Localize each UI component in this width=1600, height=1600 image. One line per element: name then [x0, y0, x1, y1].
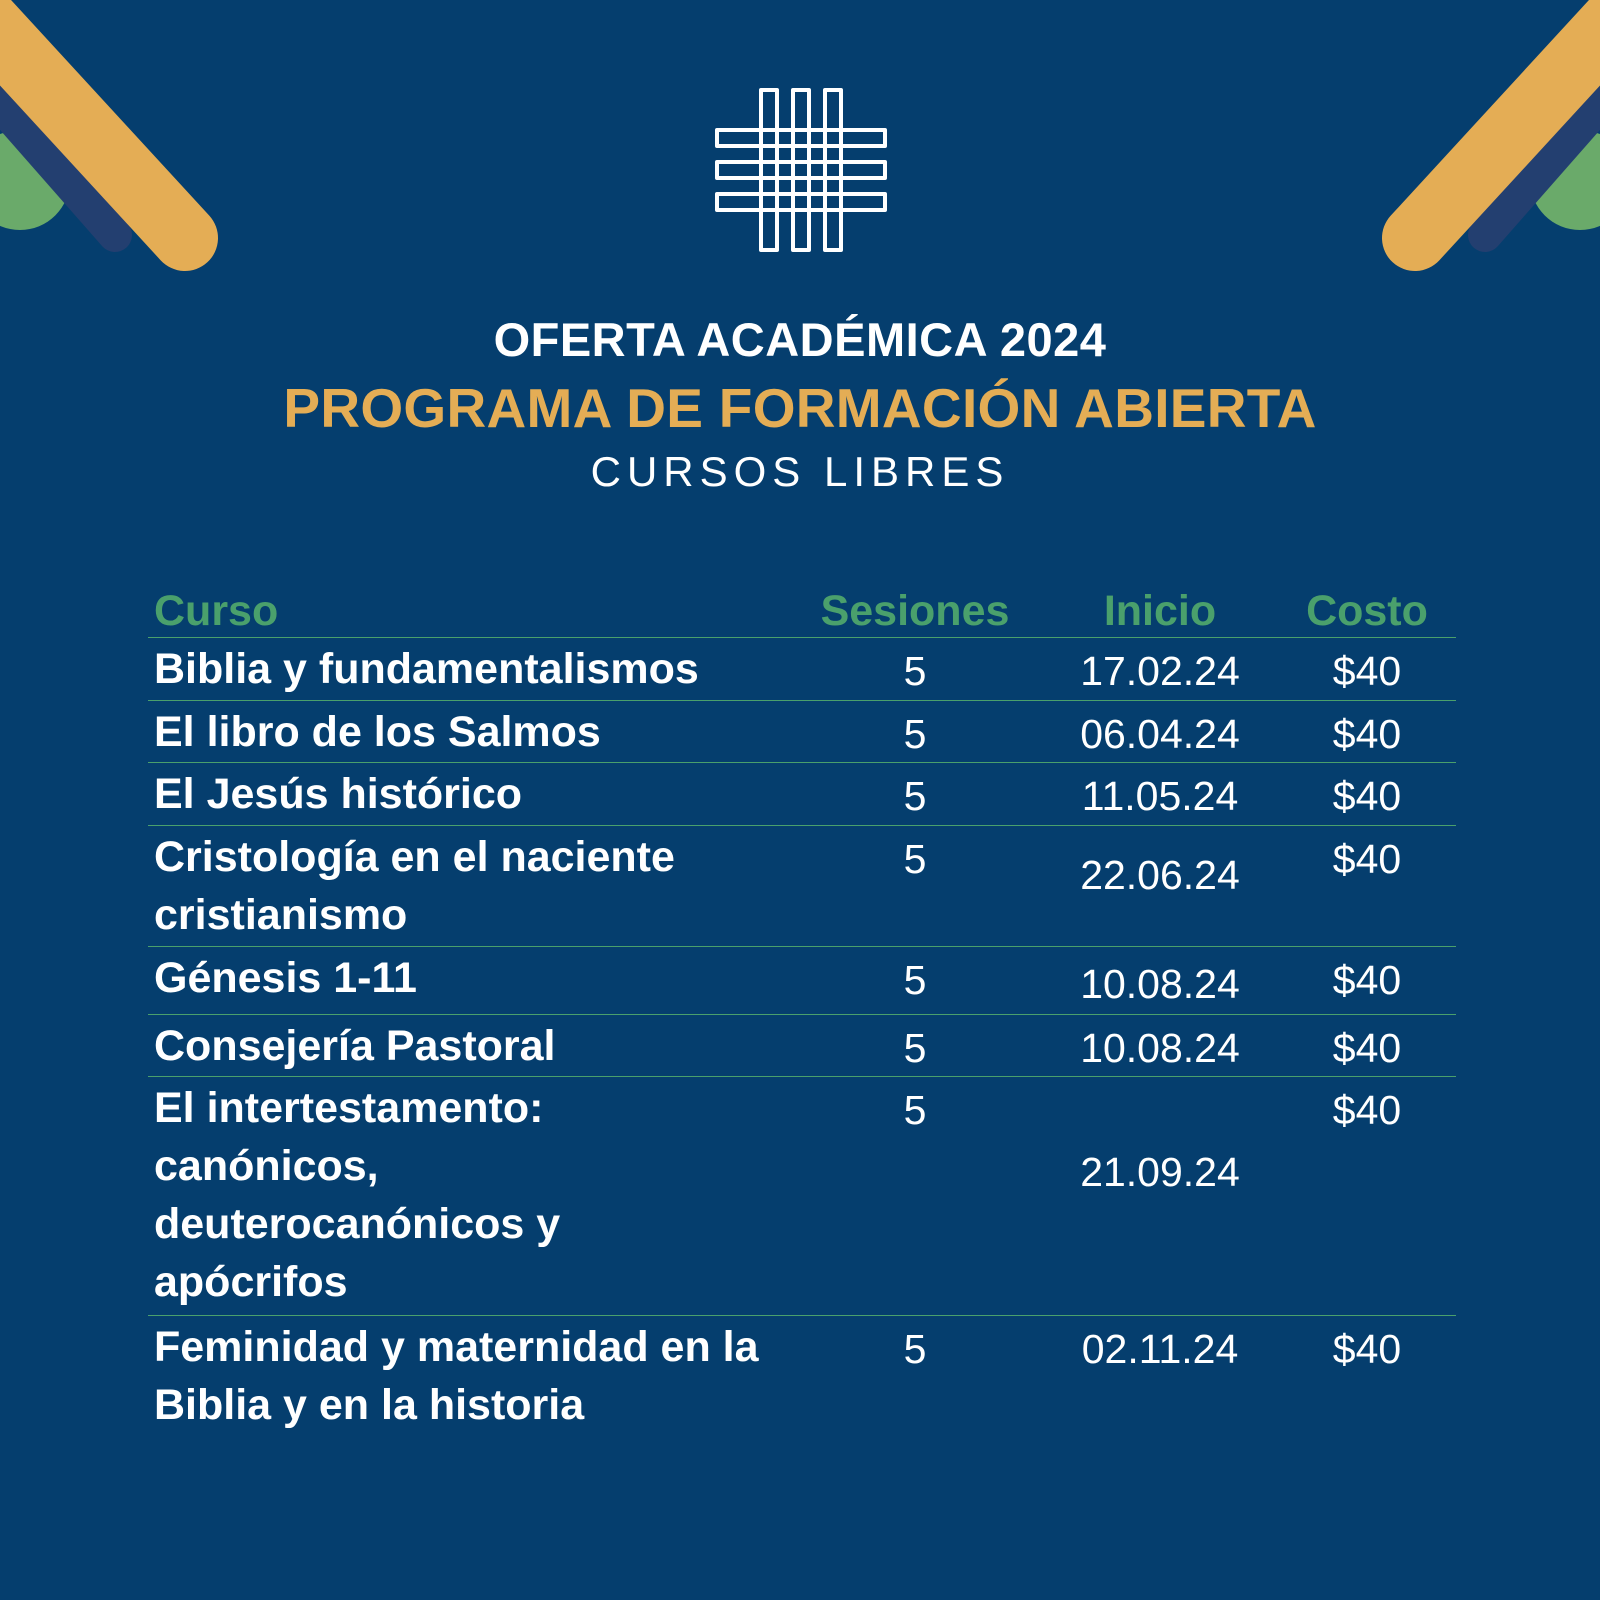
corner-stripes-left: [0, 0, 240, 290]
course-start-date: 10.08.24: [1080, 961, 1240, 1007]
table-header-row: [148, 585, 1456, 638]
corner-stripes-right: [1360, 0, 1600, 290]
table-row: [148, 947, 1456, 1015]
course-cost: $40: [1332, 957, 1402, 1003]
column-header-costo: Costo: [1306, 587, 1428, 635]
course-name: Feminidad y maternidad en la Biblia y en la historia: [154, 1323, 759, 1429]
column-header-sesiones: Sesiones: [820, 587, 1010, 635]
course-cost: $40: [1332, 648, 1402, 694]
course-start-date: 11.05.24: [1081, 773, 1239, 819]
course-table: [148, 585, 1456, 1440]
table-row: [148, 1077, 1456, 1316]
course-name: Génesis 1-11: [154, 954, 417, 1002]
course-sessions: 5: [903, 836, 927, 882]
woven-cross-icon: [713, 86, 889, 254]
course-cost: $40: [1332, 1087, 1402, 1133]
course-name: El libro de los Salmos: [154, 708, 601, 756]
course-start-date: 06.04.24: [1080, 711, 1240, 757]
table-row: [148, 826, 1456, 947]
course-start-date: 17.02.24: [1080, 648, 1240, 694]
course-name: Cristología en el naciente cristianismo: [154, 833, 675, 939]
course-sessions: 5: [903, 957, 927, 1003]
table-row: [148, 763, 1456, 826]
table-row: [148, 1015, 1456, 1077]
course-sessions: 5: [903, 1025, 927, 1071]
table-row: [148, 638, 1456, 701]
course-start-date: 10.08.24: [1080, 1025, 1240, 1071]
course-sessions: 5: [903, 1087, 927, 1133]
page-title: OFERTA ACADÉMICA 2024: [493, 313, 1107, 366]
course-name: El Jesús histórico: [154, 770, 523, 818]
program-tagline: CURSOS LIBRES: [590, 448, 1010, 495]
program-title: PROGRAMA DE FORMACIÓN ABIERTA: [283, 377, 1317, 439]
course-sessions: 5: [903, 773, 927, 819]
course-cost: $40: [1332, 1025, 1402, 1071]
course-cost: $40: [1332, 1326, 1402, 1372]
course-start-date: 02.11.24: [1081, 1326, 1239, 1372]
course-name: Consejería Pastoral: [154, 1022, 556, 1070]
column-header-curso: Curso: [154, 587, 279, 635]
course-start-date: 22.06.24: [1080, 852, 1240, 898]
course-start-date: 21.09.24: [1080, 1149, 1240, 1195]
course-sessions: 5: [903, 711, 927, 757]
course-name: Biblia y fundamentalismos: [154, 645, 699, 693]
table-row: [148, 1316, 1456, 1440]
course-sessions: 5: [903, 648, 927, 694]
title-block: [0, 310, 1600, 500]
column-header-inicio: Inicio: [1103, 587, 1217, 635]
table-row: [148, 701, 1456, 763]
course-name: El intertestamento: canónicos, deuterocanónicos y apócrifos: [154, 1084, 561, 1306]
course-cost: $40: [1332, 773, 1402, 819]
course-cost: $40: [1332, 711, 1402, 757]
course-sessions: 5: [903, 1326, 927, 1372]
course-cost: $40: [1332, 836, 1402, 882]
